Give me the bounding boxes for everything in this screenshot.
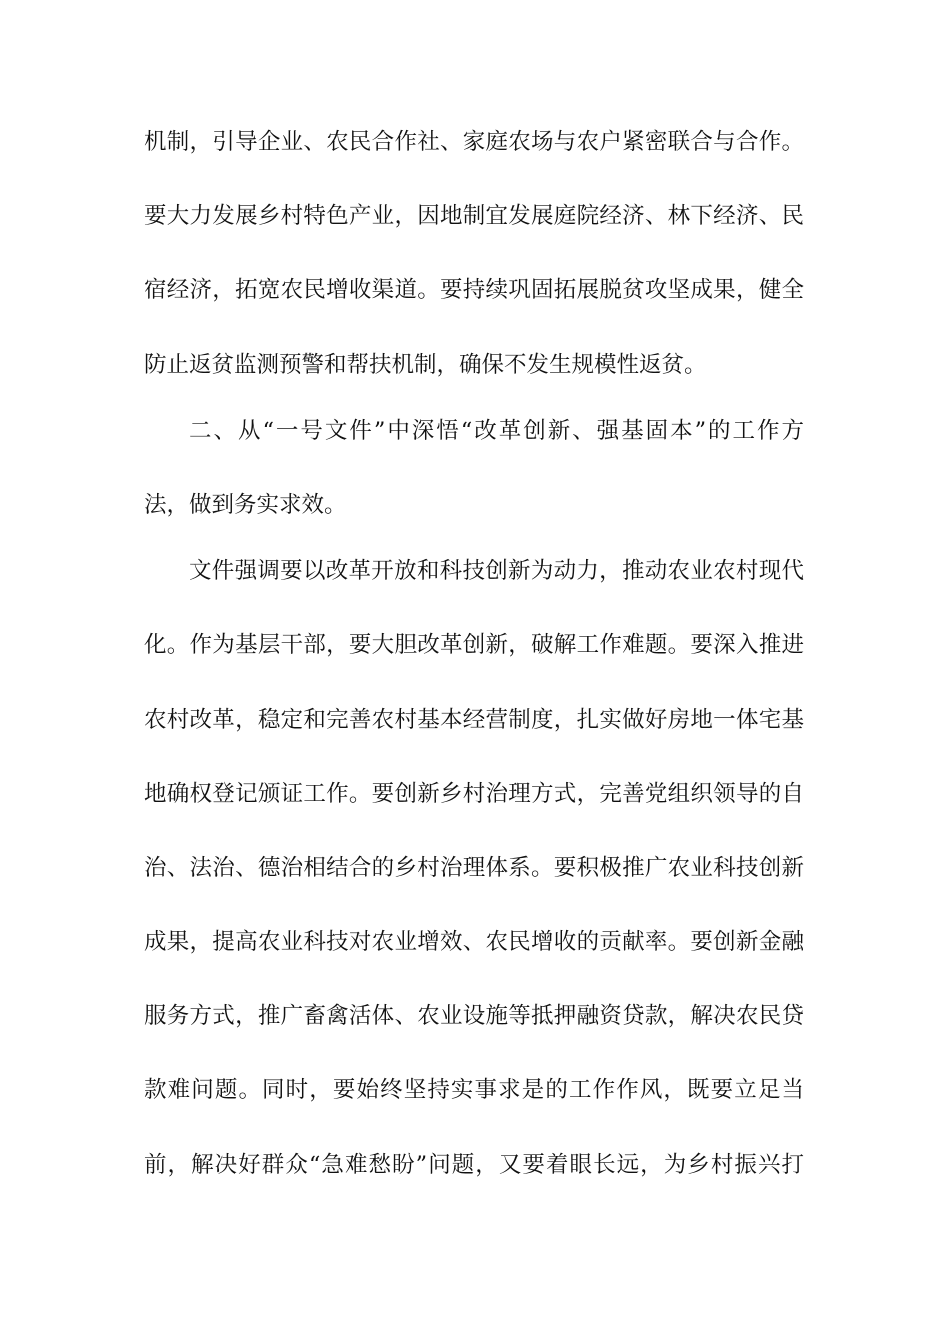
- text-line: 宿经济，拓宽农民增收渠道。要持续巩固拓展脱贫攻坚成果，健全: [144, 277, 804, 303]
- text-line: 服务方式，推广畜禽活体、农业设施等抵押融资贷款，解决农民贷: [144, 1003, 804, 1029]
- text-line: 成果，提高农业科技对农业增效、农民增收的贡献率。要创新金融: [144, 929, 804, 955]
- text-line: 文件强调要以改革开放和科技创新为动力，推动农业农村现代: [189, 558, 804, 584]
- text-line: 款难问题。同时，要始终坚持实事求是的工作作风，既要立足当: [144, 1077, 804, 1103]
- text-line: 治、法治、德治相结合的乡村治理体系。要积极推广农业科技创新: [144, 855, 804, 881]
- section-heading-line: 二、从“一号文件”中深悟“改革创新、强基固本”的工作方: [189, 418, 804, 444]
- text-line: 地确权登记颁证工作。要创新乡村治理方式，完善党组织领导的自: [144, 781, 804, 807]
- text-line: 要大力发展乡村特色产业，因地制宜发展庭院经济、林下经济、民: [144, 203, 804, 229]
- text-line: 农村改革，稳定和完善农村基本经营制度，扎实做好房地一体宅基: [144, 707, 804, 733]
- text-line: 机制，引导企业、农民合作社、家庭农场与农户紧密联合与合作。: [144, 129, 804, 155]
- text-line: 防止返贫监测预警和帮扶机制，确保不发生规模性返贫。: [144, 352, 707, 378]
- text-line: 前，解决好群众“急难愁盼”问题，又要着眼长远，为乡村振兴打: [144, 1152, 804, 1178]
- text-line: 化。作为基层干部，要大胆改革创新，破解工作难题。要深入推进: [144, 632, 804, 658]
- section-heading-line: 法，做到务实求效。: [144, 492, 347, 518]
